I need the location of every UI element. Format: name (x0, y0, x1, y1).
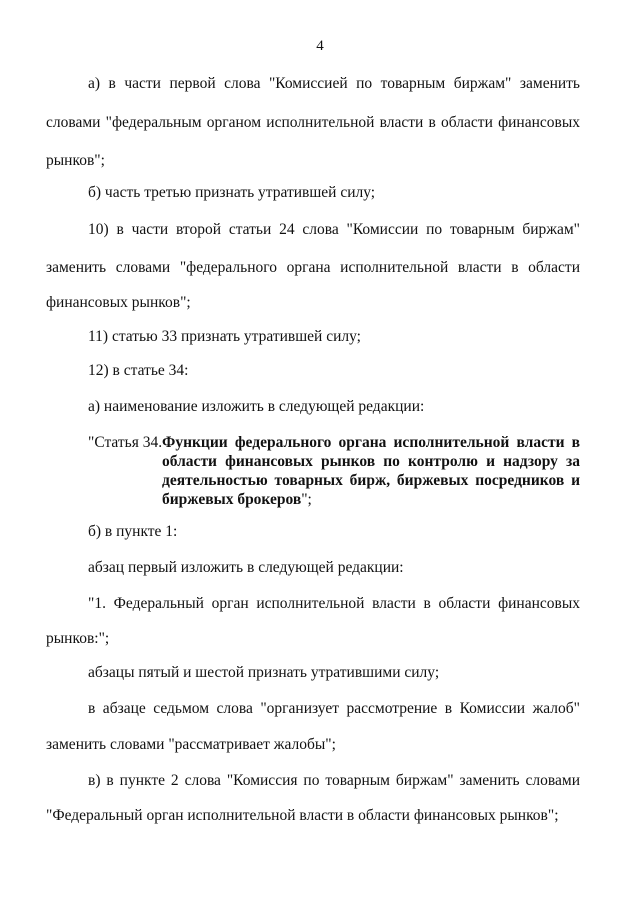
paragraph-line: 10) в части второй статьи 24 слова "Комиссии по товарным биржам" (88, 221, 580, 238)
article-title-line: деятельностью товарных бирж, биржевых посредников и (162, 472, 580, 489)
article-closing: "; (301, 491, 312, 508)
paragraph-line: 11) статью 33 признать утратившей силу; (88, 328, 361, 345)
paragraph-line: а) наименование изложить в следующей редакции: (88, 398, 425, 415)
paragraph-line: рынков"; (46, 152, 105, 169)
paragraph-line: 12) в статье 34: (88, 362, 189, 379)
paragraph-line: б) в пункте 1: (88, 523, 178, 540)
paragraph-line: б) часть третью признать утратившей силу; (88, 184, 376, 201)
article-label: "Статья 34. (88, 434, 163, 451)
paragraph-line: "Федеральный орган исполнительной власти в области финансовых рынков"; (46, 807, 559, 824)
article-title-last-line (162, 490, 312, 510)
paragraph-line: а) в части первой слова "Комиссией по товарным биржам" заменить (88, 75, 580, 92)
paragraph-line: рынков:"; (46, 630, 110, 647)
paragraph-line: абзацы пятый и шестой признать утратившими силу; (88, 664, 440, 681)
paragraph-line: заменить словами "рассматривает жалобы"; (46, 736, 336, 753)
paragraph-line: "1. Федеральный орган исполнительной власти в области финансовых (88, 595, 580, 612)
page-number: 4 (316, 38, 324, 54)
paragraph-line: абзац первый изложить в следующей редакции: (88, 559, 404, 576)
paragraph-line: в) в пункте 2 слова "Комиссия по товарным биржам" заменить словами (88, 772, 580, 789)
article-title-line: Функции федерального органа исполнительной власти в (162, 434, 580, 451)
paragraph-line: заменить словами "федерального органа исполнительной власти в области (46, 259, 580, 276)
article-title-line: биржевых брокеров (162, 491, 302, 508)
paragraph-line: финансовых рынков"; (46, 294, 191, 311)
article-title-line: области финансовых рынков по контролю и надзору за (162, 453, 580, 470)
paragraph-line: словами "федеральным органом исполнительной власти в области финансовых (46, 114, 580, 131)
paragraph-line: в абзаце седьмом слова "организует рассмотрение в Комиссии жалоб" (88, 700, 580, 717)
